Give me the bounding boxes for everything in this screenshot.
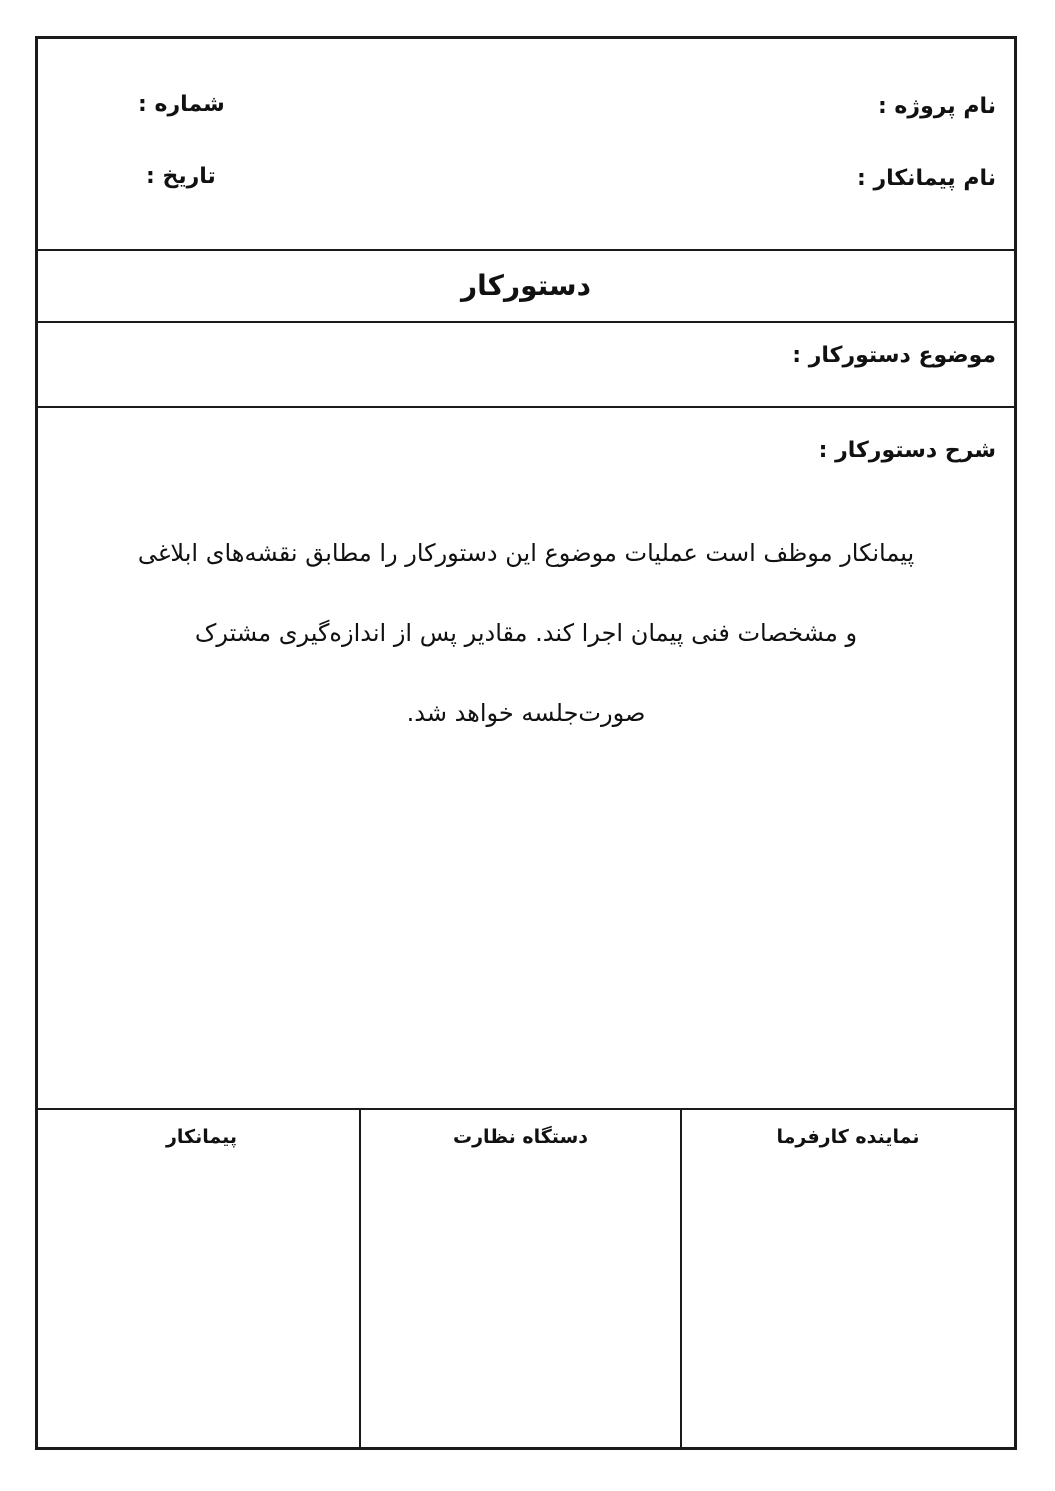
description-label: شرح دستورکار : [818, 438, 996, 463]
work-order-form [35, 36, 1017, 1450]
number-label: شماره : [138, 92, 225, 117]
title-section [38, 251, 1014, 323]
description-line: پیمانکار موظف است عملیات موضوع این دستورکار را مطابق نقشه‌های ابلاغی [137, 539, 915, 567]
subject-section [38, 323, 1014, 408]
description-text [98, 513, 954, 753]
date-label: تاریخ : [146, 164, 216, 189]
supervision-signature-box [359, 1110, 682, 1447]
subject-label: موضوع دستورکار : [792, 343, 996, 368]
contractor-signature-box [38, 1110, 365, 1447]
contractor-signature-label: پیمانکار [165, 1126, 238, 1148]
employer-signature-box [682, 1110, 1014, 1447]
description-section [38, 408, 1014, 1110]
header-section [38, 39, 1014, 251]
description-line: و مشخصات فنی پیمان اجرا کند. مقادیر پس از اندازه‌گیری مشترک [194, 619, 858, 647]
supervision-signature-label: دستگاه نظارت [452, 1126, 588, 1148]
employer-signature-label: نماینده کارفرما [776, 1126, 920, 1148]
signature-section [38, 1110, 1014, 1447]
description-line: صورت‌جلسه خواهد شد. [406, 699, 646, 727]
contractor-name-label: نام پیمانکار : [857, 166, 996, 191]
project-name-label: نام پروژه : [877, 94, 996, 119]
page-title: دستورکار [461, 269, 591, 302]
